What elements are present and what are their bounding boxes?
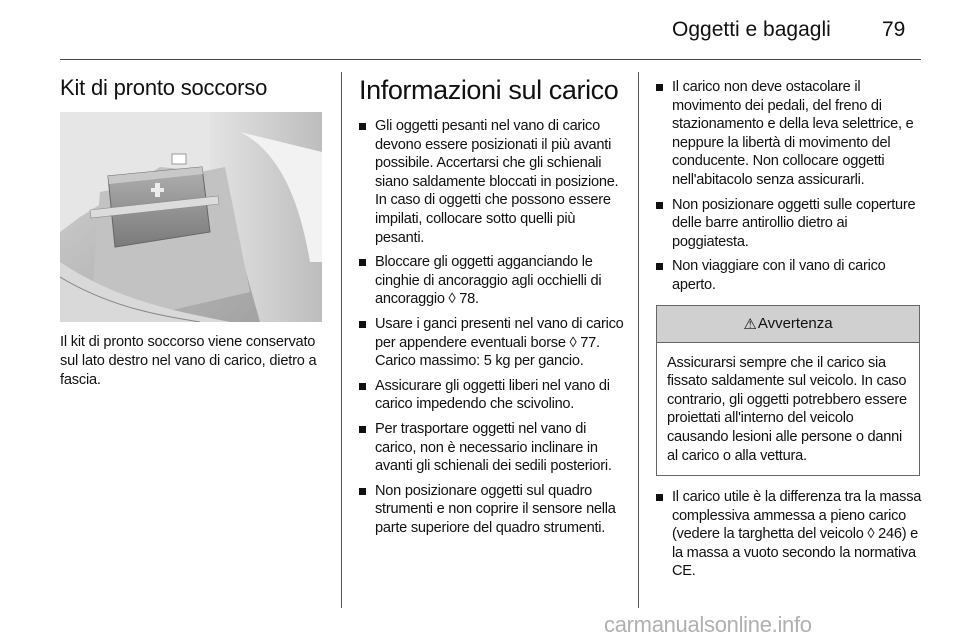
column-first-aid: [60, 75, 326, 101]
list-item: Per trasportare oggetti nel vano di carico, non è necessario inclinare in avanti gli schienali dei sedili posteriori.: [359, 420, 627, 476]
first-aid-kit-illustration: [60, 112, 322, 322]
bullet-square-icon: [656, 84, 663, 91]
bullet-square-icon: [359, 426, 366, 433]
bullet-square-icon: [359, 488, 366, 495]
page-number: 79: [882, 18, 906, 41]
bullet-square-icon: [359, 321, 366, 328]
chapter-title: Oggetti e bagagli: [672, 18, 831, 41]
load-info-list: [359, 117, 627, 537]
bullet-square-icon: [359, 383, 366, 390]
load-info-list-continued: [656, 78, 924, 295]
load-info-heading: Informazioni sul carico: [359, 75, 619, 105]
list-item: Non viaggiare con il vano di carico aperto.: [656, 257, 924, 294]
warning-triangle-icon: ⚠: [743, 315, 757, 333]
warning-title: Avvertenza: [757, 315, 833, 333]
header-divider: [60, 59, 921, 60]
warning-box: [656, 305, 920, 477]
list-item: Non posizionare oggetti sulle coperture delle barre antirollio dietro ai poggiatesta.: [656, 196, 924, 252]
bullet-square-icon: [656, 494, 663, 501]
column-load-info-continued: [656, 78, 924, 587]
list-item: Non posizionare oggetti sul quadro strumenti e non coprire il sensore nella parte superiore del quadro strumenti.: [359, 482, 627, 538]
bullet-square-icon: [656, 202, 663, 209]
list-item: Il carico non deve ostacolare il movimento dei pedali, del freno di stazionamento e della leva selettrice, e neppure la libertà di movimento del conducente. Non collocare oggetti nell'abitacolo senza assicurarli.: [656, 78, 924, 190]
column-divider-1: [341, 72, 342, 608]
list-item: Bloccare gli oggetti agganciando le cinghie di ancoraggio agli occhielli di ancoraggio ◊ 78.: [359, 253, 627, 309]
list-item: Assicurare gli oggetti liberi nel vano di carico impedendo che scivolino.: [359, 377, 627, 414]
bullet-square-icon: [359, 259, 366, 266]
load-info-list-final: [656, 488, 924, 581]
bullet-square-icon: [656, 263, 663, 270]
list-item: Il carico utile è la differenza tra la massa complessiva ammessa a pieno carico (vedere la targhetta del veicolo ◊ 246) e la massa a vuoto secondo la normativa CE.: [656, 488, 924, 581]
list-item: Usare i ganci presenti nel vano di carico per appendere eventuali borse ◊ 77. Carico massimo: 5 kg per gancio.: [359, 315, 627, 371]
first-aid-heading: Kit di pronto soccorso: [60, 75, 268, 100]
warning-header: [657, 306, 919, 343]
watermark-link[interactable]: carmanualsonline.info: [604, 612, 812, 637]
column-load-info: [359, 75, 627, 543]
bullet-square-icon: [359, 123, 366, 130]
list-item: Gli oggetti pesanti nel vano di carico devono essere posizionati il più avanti possibile. Accertarsi che gli schienali siano saldamente bloccati in posizione. In caso di oggetti che possono essere impilati, collocare sotto quelli più pesanti.: [359, 117, 627, 247]
warning-text: Assicurarsi sempre che il carico sia fissato saldamente sul veicolo. In caso contrario, gli oggetti potrebbero essere proiettati all'interno del veicolo causando lesioni alle persone o danni al carico o alla vettura.: [667, 354, 907, 464]
column-divider-2: [638, 72, 639, 608]
first-aid-text: Il kit di pronto soccorso viene conservato sul lato destro nel vano di carico, dietro a fascia.: [60, 334, 317, 388]
